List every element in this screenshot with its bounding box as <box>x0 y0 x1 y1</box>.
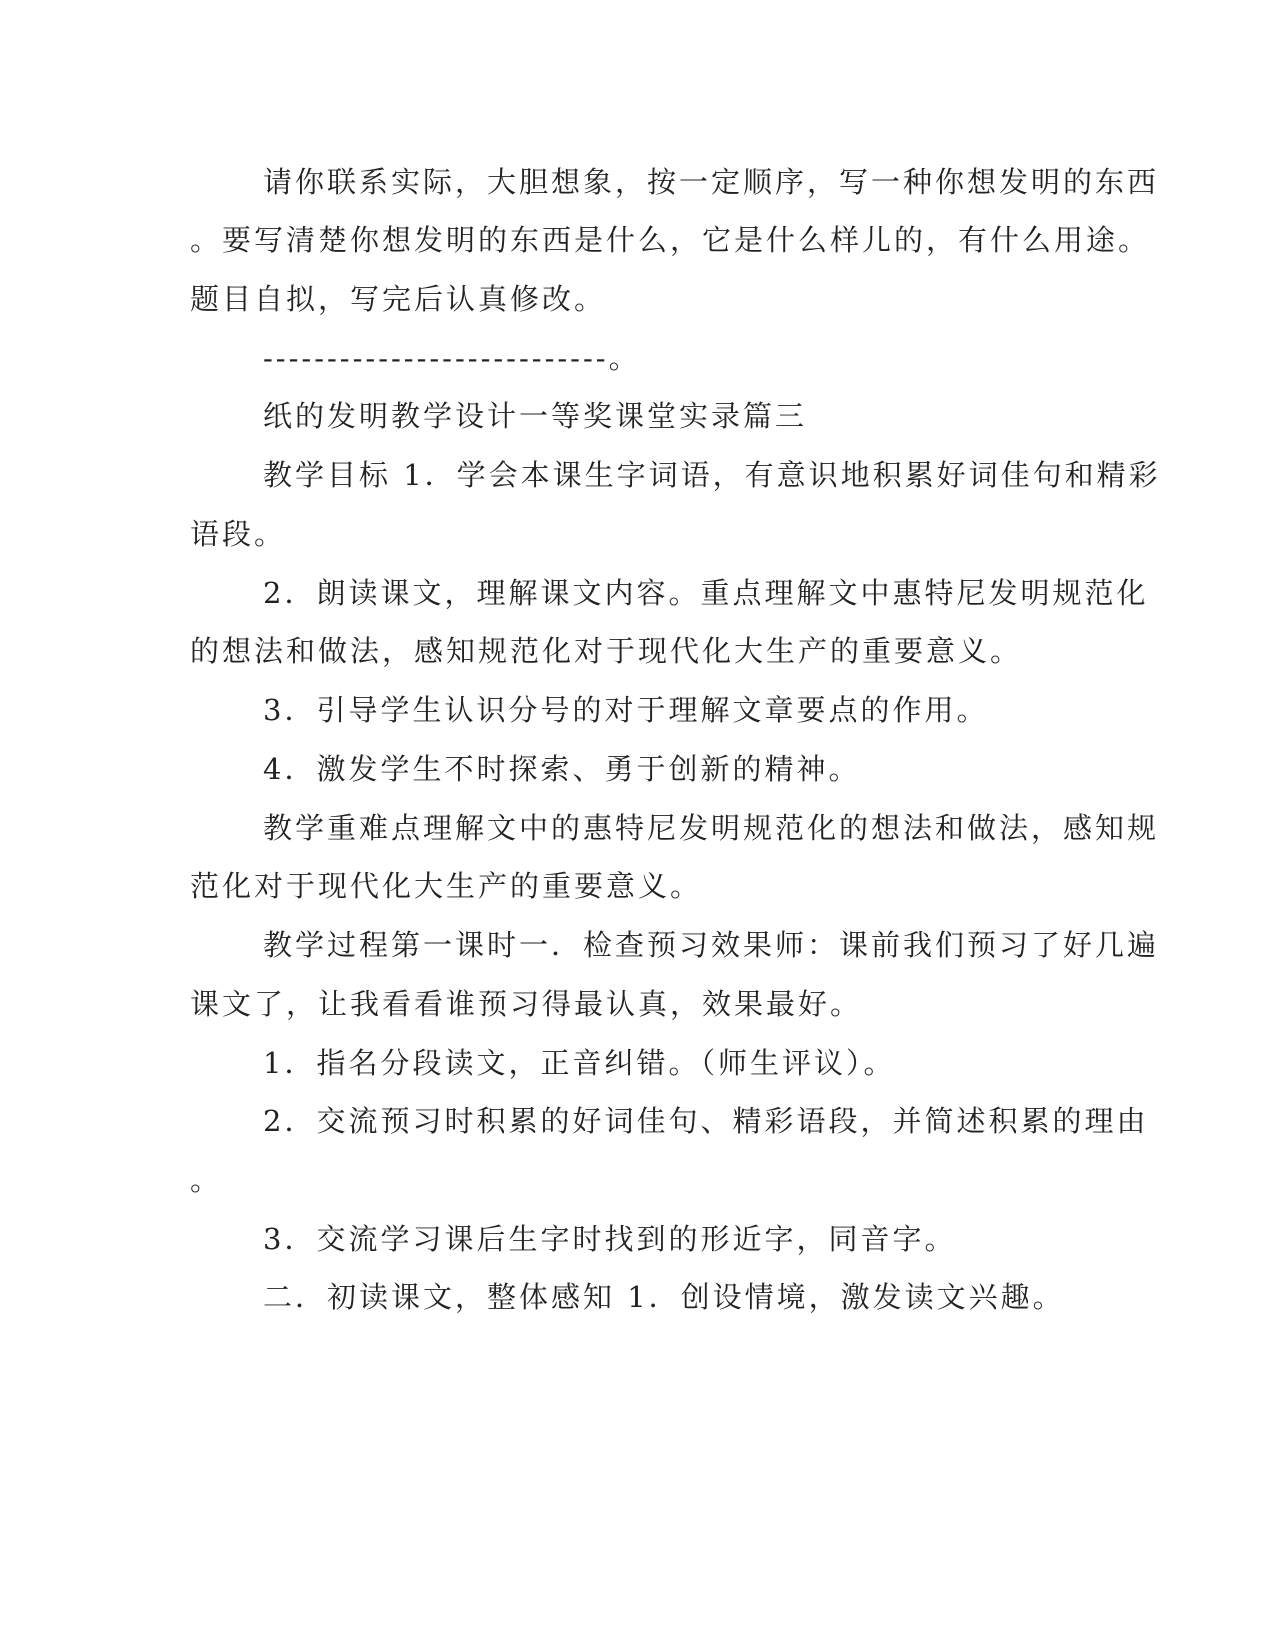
paragraph-line: 2．朗读课文，理解课文内容。重点理解文中惠特尼发明规范化 <box>263 576 1149 610</box>
paragraph-line: 题目自拟，写完后认真修改。 <box>190 282 607 316</box>
paragraph-line: 范化对于现代化大生产的重要意义。 <box>190 869 703 903</box>
paragraph-line: 3．交流学习课后生字时找到的形近字，同音字。 <box>263 1222 957 1256</box>
paragraph-line: 语段。 <box>190 517 287 551</box>
separator-line: ---------------------------。 <box>263 341 641 375</box>
section-title: 纸的发明教学设计一等奖课堂实录篇三 <box>263 399 808 433</box>
paragraph-line: 教学目标 1．学会本课生字词语，有意识地积累好词佳句和精彩 <box>263 458 1161 492</box>
paragraph-line: 二．初读课文，整体感知 1．创设情境，激发读文兴趣。 <box>263 1280 1065 1314</box>
paragraph-line: 请你联系实际，大胆想象，按一定顺序，写一种你想发明的东西 <box>263 165 1160 199</box>
paragraph-line: 。要写清楚你想发明的东西是什么，它是什么样儿的，有什么用途。 <box>190 223 1151 257</box>
paragraph-line: 1．指名分段读文，正音纠错。（师生评议）。 <box>263 1046 896 1080</box>
paragraph-line: 的想法和做法，感知规范化对于现代化大生产的重要意义。 <box>190 634 1023 668</box>
paragraph-line: 2．交流预习时积累的好词佳句、精彩语段，并简述积累的理由 <box>263 1104 1149 1138</box>
paragraph-line: 教学过程第一课时一．检查预习效果师：课前我们预习了好几遍 <box>263 928 1160 962</box>
paragraph-line: 4．激发学生不时探索、勇于创新的精神。 <box>263 752 861 786</box>
paragraph-line: 课文了，让我看看谁预习得最认真，效果最好。 <box>190 987 863 1021</box>
paragraph-line: 教学重难点理解文中的惠特尼发明规范化的想法和做法，感知规 <box>263 811 1160 845</box>
paragraph-line: 3．引导学生认识分号的对于理解文章要点的作用。 <box>263 693 989 727</box>
paragraph-line: 。 <box>190 1163 223 1197</box>
